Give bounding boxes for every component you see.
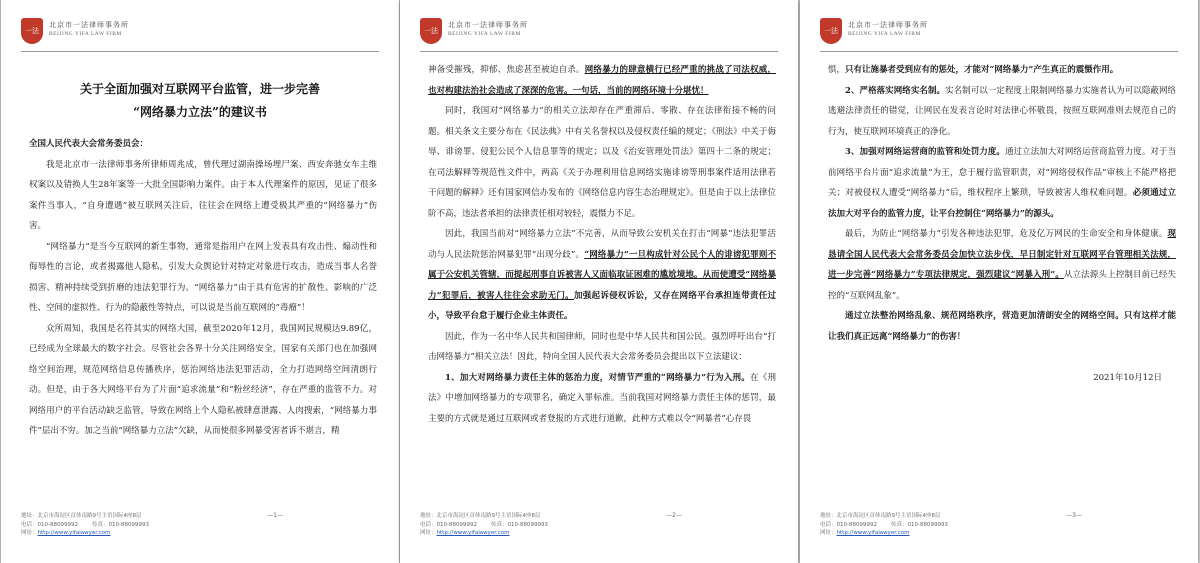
signature-date: 2021年10月12日 [1093, 372, 1162, 383]
letterhead [820, 18, 1180, 48]
page-number: —3— [1066, 512, 1082, 519]
document-page-1 [1, 0, 399, 563]
page-2-body [428, 60, 776, 429]
firm-name-cn: 北京市一法律师事务所 [49, 21, 129, 29]
firm-logo-icon: 一法 [21, 18, 43, 44]
document-page-3 [800, 0, 1198, 563]
firm-name-cn: 北京市一法律师事务所 [448, 21, 528, 29]
page-footer [820, 512, 1178, 538]
footer-address: 地址：北京市海淀区首体南路9号主语国际4座8层 [420, 513, 541, 519]
page-3-body [828, 60, 1176, 388]
paragraph: “网络暴力”是当今互联网的新生事物，通常是指用户在网上发表具有攻击性、煽动性和侮辱性的言论，或者揭露他人隐私，引发大众舆论针对特定对象进行攻击，造成当事人名誉损害、精神持续受到折磨的违法犯罪行为。“网络暴力”由于具有危害的扩散性、影响的广泛性、空间的虚拟性、行为的隐蔽性等特点，可以说是当前互联网的“毒瘤”！ [29, 241, 377, 313]
paragraph: 惧，只有让施暴者受到应有的惩处，才能对“网络暴力”产生真正的震慑作用。 [828, 65, 1119, 75]
footer-contact: 电话：010-88099992 传真：010-88099993 [21, 521, 149, 528]
footer-address: 地址：北京市海淀区首体南路9号主语国际4座8层 [820, 513, 941, 519]
paragraph: 因此，我国当前对“网络暴力立法”不完善，从而导致公安机关在打击“网暴”违法犯罪活动与人民法院惩治网暴犯罪“出现分歧”。“网络暴力”一旦构成针对公民个人的诽谤犯罪则不属于公安机关管辖，而提起刑事自诉被害人又面临取证困难的尴尬境地。从而使遭受“网络暴力”犯罪后，被害人往往会求助无门。加强起诉侵权诉讼，又存在网络平台承担连带责任过小，导致平台怠于履行企业主体责任。 [428, 229, 776, 321]
paragraph: 众所周知，我国是名符其实的网络大国，截至2020年12月，我国网民规模达9.89亿，已经成为全球最大的数字社会。尽管社会各界十分关注网络安全，国家有关部门也在加强网络空间治理，规范网络信息传播秩序，惩治网络违法犯罪活动，全力打造网络空间清朗行动。但是，由于各大网络平台为了片面“追求流量”和“粉丝经济”，存在严重的监管不力。对网络用户的平台活动缺乏监管，导致在网络上个人隐私被肆意泄露、人肉搜索，“网络暴力事件”层出不穷。加之当前“网络暴力立法”欠缺，从而使很多网暴受害者诉不堪言，精 [29, 323, 377, 436]
footer-contact: 电话：010-88099992 传真：010-88099993 [420, 521, 548, 528]
page-footer [420, 512, 778, 538]
letterhead [21, 18, 381, 48]
document-page-2 [400, 0, 798, 563]
paragraph: 同时，我国对“网络暴力”的相关立法却存在严重滞后、零散、存在法律衔接不畅的问题。相关条文主要分布在《民法典》中有关名誉权以及侵权责任编的规定；《刑法》中关于侮辱、诽谤罪、侵犯公民个人信息罪等的规定；以及《治安管理处罚法》第四十二条的规定；在司法解释等规范性文件中，两高《关于办理利用信息网络实施诽谤等刑事案件适用法律若干问题的解释》还有国家网信办发布的《网络信息内容生态治理规定》。但是由于以上法律位阶不高，违法者承担的法律责任相对较轻，震慑力不足。 [428, 106, 776, 219]
firm-logo-icon: 一法 [420, 18, 442, 44]
firm-name-en: BEIJING YIFA LAW FIRM [448, 31, 521, 37]
footer-address: 地址：北京市海淀区首体南路9号主语国际4座8层 [21, 513, 142, 519]
firm-name-cn: 北京市一法律师事务所 [848, 21, 928, 29]
footer-contact: 电话：010-88099992 传真：010-88099993 [820, 521, 948, 528]
firm-logo-icon: 一法 [820, 18, 842, 44]
website-link[interactable]: http://www.yifalawyer.com [836, 530, 910, 536]
header-divider [21, 51, 379, 52]
paragraph: 1、加大对网络暴力责任主体的惩治力度，对情节严重的“网络暴力”行为入刑。在《刑法》中增加网络暴力的专项罪名，确定入罪标准。当前我国对网络暴力责任主体的惩罚，最主要的方式就是通过互联网或者登报的方式进行道歉，此种方式难以令“网暴者”心存畏 [428, 372, 776, 424]
page-number: —2— [666, 512, 682, 519]
page-number: —1— [267, 512, 283, 519]
header-divider [820, 51, 1178, 52]
website-link[interactable]: http://www.yifalawyer.com [436, 530, 510, 536]
footer-website: 网址：http://www.yifalawyer.com [420, 530, 510, 536]
paragraph: 我是北京市一法律师事务所律师周兆成，曾代理过湖南操场埋尸案、西安奔驰女车主维权案以及错换人生28年案等一大批全国影响力案件。由于本人代理案件的原因，见证了很多案件当事人，“自身遭遇”被互联网关注后，往往会在网络上遭受极其严重的“网络暴力”伤害。 [29, 159, 377, 231]
paragraph: 通过立法整治网络乱象、规范网络秩序，营造更加清朗安全的网络空间。只有这样才能让我们真正远离“网络暴力”的伤害！ [828, 311, 1176, 342]
salutation: 全国人民代表大会常务委员会： [29, 139, 149, 149]
document-title [21, 78, 379, 124]
footer-website: 网址：http://www.yifalawyer.com [820, 530, 910, 536]
footer-website: 网址：http://www.yifalawyer.com [21, 530, 111, 536]
header-divider [420, 51, 778, 52]
firm-name-en: BEIJING YIFA LAW FIRM [49, 31, 122, 37]
page-footer [21, 512, 379, 538]
letterhead [420, 18, 780, 48]
paragraph: 因此，作为一名中华人民共和国律师，同时也是中华人民共和国公民。强烈呼吁出台“打击网络暴力”相关立法！因此，特向全国人民代表大会常务委员会提出以下立法建议： [428, 331, 776, 362]
website-link[interactable]: http://www.yifalawyer.com [37, 530, 111, 536]
paragraph: 2、严格落实网络实名制。实名制可以一定程度上限制网络暴力实施者认为可以隐蔽网络逃避法律责任的错觉，让网民在发表言论时对法律心怀敬畏，按照互联网准则去规范自己的行为，使互联网环境真正的净化。 [828, 85, 1176, 137]
firm-name-en: BEIJING YIFA LAW FIRM [848, 31, 921, 37]
paragraph: 最后，为防止“网络暴力”引发各种违法犯罪，危及亿万网民的生命安全和身体健康。现恳请全国人民代表大会常务委员会加快立法步伐，早日制定针对互联网平台管理相关法规，进一步完善“网络暴力”专项法律规定，强烈建议“网暴入刑”。从立法源头上控制目前已经失控的“互联网乱象”。 [828, 229, 1176, 301]
title-line-2: “网络暴力立法”的建议书 [133, 105, 267, 119]
title-line-1: 关于全面加强对互联网平台监管，进一步完善 [79, 82, 320, 96]
page-1-body [29, 134, 377, 442]
paragraph: 神备受摧残，抑郁、焦虑甚至被迫自杀。网络暴力的肆意横行已经严重的挑战了司法权威，也对构建法治社会造成了深深的危害。一句话，当前的网络环境十分堪忧！ [428, 65, 776, 96]
paragraph: 3、加强对网络运营商的监管和处罚力度。通过立法加大对网络运营商监管力度。对于当前网络平台片面“追求流量”为王，怠于履行监管职责，对“网络侵权作品”审核上不能严格把关；对被侵权人遭受“网络暴力”后，维权程序上繁琐，导致被害人维权难问题。必须通过立法加大对平台的监管力度，让平台控制住“网络暴力”的源头。 [828, 147, 1176, 219]
